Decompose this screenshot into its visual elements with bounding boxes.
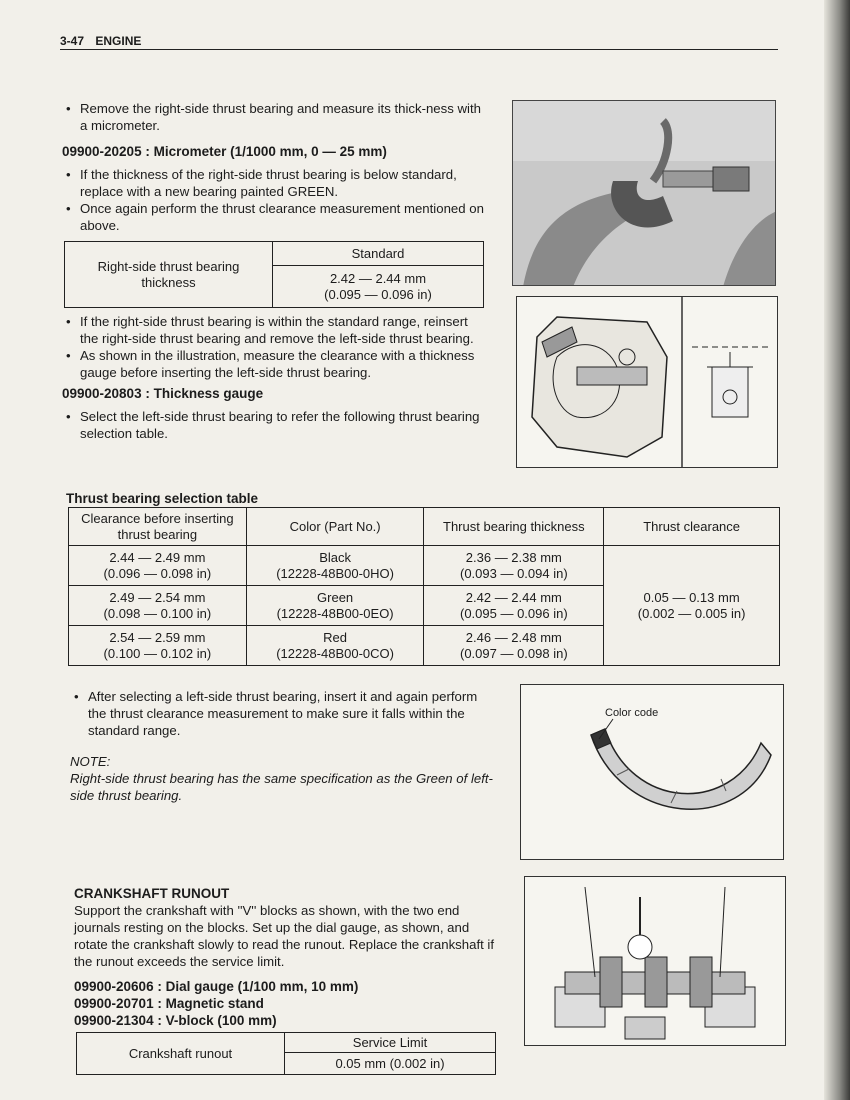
note-heading: NOTE: bbox=[70, 754, 111, 769]
dial-gauge-tool: 09900-20606 : Dial gauge (1/100 mm, 10 mm) bbox=[74, 979, 359, 994]
sel-cell-color bbox=[246, 626, 424, 666]
sel-cell-thickness bbox=[424, 546, 604, 586]
sel-header-thickness: Thrust bearing thickness bbox=[424, 508, 604, 546]
middle-section bbox=[62, 313, 488, 442]
crankcase-illustration bbox=[516, 296, 778, 468]
sel-header-color: Color (Part No.) bbox=[246, 508, 424, 546]
middle-bullet-6: • Select the left-side thrust bearing to refer the following thrust bearing selection table. bbox=[62, 408, 488, 442]
sel-cell-thickness bbox=[424, 626, 604, 666]
micrometer-photo bbox=[512, 100, 776, 286]
middle-bullet-5: • As shown in the illustration, measure the clearance with a thickness gauge before inserting the left-side thrust bearing. bbox=[62, 347, 488, 381]
crankshaft-graphic bbox=[525, 877, 786, 1046]
runout-value: 0.05 mm (0.002 in) bbox=[285, 1053, 496, 1075]
after-section bbox=[70, 688, 494, 804]
sel-cell-thrust-clearance bbox=[604, 546, 780, 666]
sel-thick-in: (0.093 — 0.094 in) bbox=[459, 565, 568, 581]
thickness-row-label: Right-side thrust bearing thickness bbox=[65, 242, 273, 308]
sel-thrust-mm: 0.05 — 0.13 mm bbox=[643, 589, 740, 605]
page-edge-shadow bbox=[824, 0, 850, 1100]
runout-table bbox=[76, 1032, 496, 1075]
sel-thick-mm: 2.36 — 2.38 mm bbox=[465, 549, 562, 565]
middle-bullet-4: • If the right-side thrust bearing is within the standard range, reinsert the right-side thrust bearing and remove the left-side thrust bearing. bbox=[62, 313, 488, 347]
runout-section bbox=[74, 885, 498, 1029]
sel-part: (12228-48B00-0CO) bbox=[276, 645, 394, 661]
intro-bullet-1: • Remove the right-side thrust bearing and measure its thick-ness with a micrometer. bbox=[62, 100, 486, 134]
sel-clear-in: (0.098 — 0.100 in) bbox=[103, 605, 212, 621]
thickness-value-in: (0.095 — 0.096 in) bbox=[324, 286, 432, 302]
crankshaft-runout-illustration bbox=[524, 876, 786, 1046]
table-row bbox=[69, 546, 780, 586]
sel-thick-in: (0.095 — 0.096 in) bbox=[459, 605, 568, 621]
section-title: ENGINE bbox=[95, 34, 142, 48]
sel-cell-thickness bbox=[424, 586, 604, 626]
sel-clear-mm: 2.44 — 2.49 mm bbox=[109, 549, 206, 565]
sel-header-clearance: Clearance before inserting thrust bearing bbox=[69, 508, 247, 546]
sel-color: Black bbox=[319, 549, 351, 565]
sel-clear-mm: 2.54 — 2.59 mm bbox=[109, 629, 206, 645]
runout-heading: CRANKSHAFT RUNOUT bbox=[74, 886, 230, 901]
thickness-gauge-tool: 09900-20803 : Thickness gauge bbox=[62, 386, 264, 401]
page-number: 3-47 bbox=[60, 34, 85, 48]
sel-cell-clearance bbox=[69, 546, 247, 586]
runout-header: Service Limit bbox=[285, 1033, 496, 1053]
sel-thick-in: (0.097 — 0.098 in) bbox=[459, 645, 568, 661]
runout-tools bbox=[74, 978, 498, 1029]
sel-thrust-in: (0.002 — 0.005 in) bbox=[637, 605, 746, 621]
v-block-tool: 09900-21304 : V-block (100 mm) bbox=[74, 1013, 277, 1028]
micrometer-tool: 09900-20205 : Micrometer (1/1000 mm, 0 — 25 mm) bbox=[62, 144, 387, 159]
note-body: Right-side thrust bearing has the same specification as the Green of left-side thrust bearing. bbox=[70, 771, 493, 803]
thickness-table bbox=[64, 241, 484, 308]
sel-cell-color bbox=[246, 546, 424, 586]
sel-color: Green bbox=[317, 589, 354, 605]
magnetic-stand-tool: 09900-20701 : Magnetic stand bbox=[74, 996, 264, 1011]
color-code-label: Color code bbox=[605, 707, 659, 719]
intro-bullet-2: • If the thickness of the right-side thrust bearing is below standard, replace with a new bearing painted GREEN. bbox=[62, 166, 486, 200]
sel-part: (12228-48B00-0HO) bbox=[276, 565, 394, 581]
runout-body: Support the crankshaft with ''V'' blocks as shown, with the two end journals resting on the blocks. Set up the dial gauge, as shown, and rotate the crankshaft slowly to read the runout. Replace the crankshaft if the runout exceeds the service limit. bbox=[74, 903, 495, 969]
sel-part: (12228-48B00-0EO) bbox=[276, 605, 394, 621]
sel-cell-color bbox=[246, 586, 424, 626]
selection-table bbox=[68, 507, 780, 666]
runout-row-label: Crankshaft runout bbox=[77, 1033, 285, 1075]
after-bullet-7: • After selecting a left-side thrust bearing, insert it and again perform the thrust clearance measurement to make sure it falls within the standard range. bbox=[70, 688, 494, 739]
sel-clear-mm: 2.49 — 2.54 mm bbox=[109, 589, 206, 605]
sel-cell-clearance bbox=[69, 626, 247, 666]
sel-clear-in: (0.096 — 0.098 in) bbox=[103, 565, 212, 581]
thickness-value bbox=[273, 266, 484, 308]
intro-section bbox=[62, 100, 486, 234]
thickness-value-mm: 2.42 — 2.44 mm bbox=[329, 270, 427, 286]
sel-thick-mm: 2.46 — 2.48 mm bbox=[465, 629, 562, 645]
sel-color: Red bbox=[323, 629, 348, 645]
sel-clear-in: (0.100 — 0.102 in) bbox=[103, 645, 212, 661]
sel-cell-clearance bbox=[69, 586, 247, 626]
sel-thick-mm: 2.42 — 2.44 mm bbox=[465, 589, 562, 605]
page-header bbox=[60, 34, 778, 50]
micrometer-photo-graphic bbox=[513, 101, 776, 286]
selection-table-title: Thrust bearing selection table bbox=[66, 491, 259, 506]
intro-bullet-3: • Once again perform the thrust clearance measurement mentioned on above. bbox=[62, 200, 486, 234]
thickness-header: Standard bbox=[273, 242, 484, 266]
thrust-bearing-illustration bbox=[520, 684, 784, 860]
sel-header-thrust-clearance: Thrust clearance bbox=[604, 508, 780, 546]
crankcase-graphic bbox=[517, 297, 778, 468]
